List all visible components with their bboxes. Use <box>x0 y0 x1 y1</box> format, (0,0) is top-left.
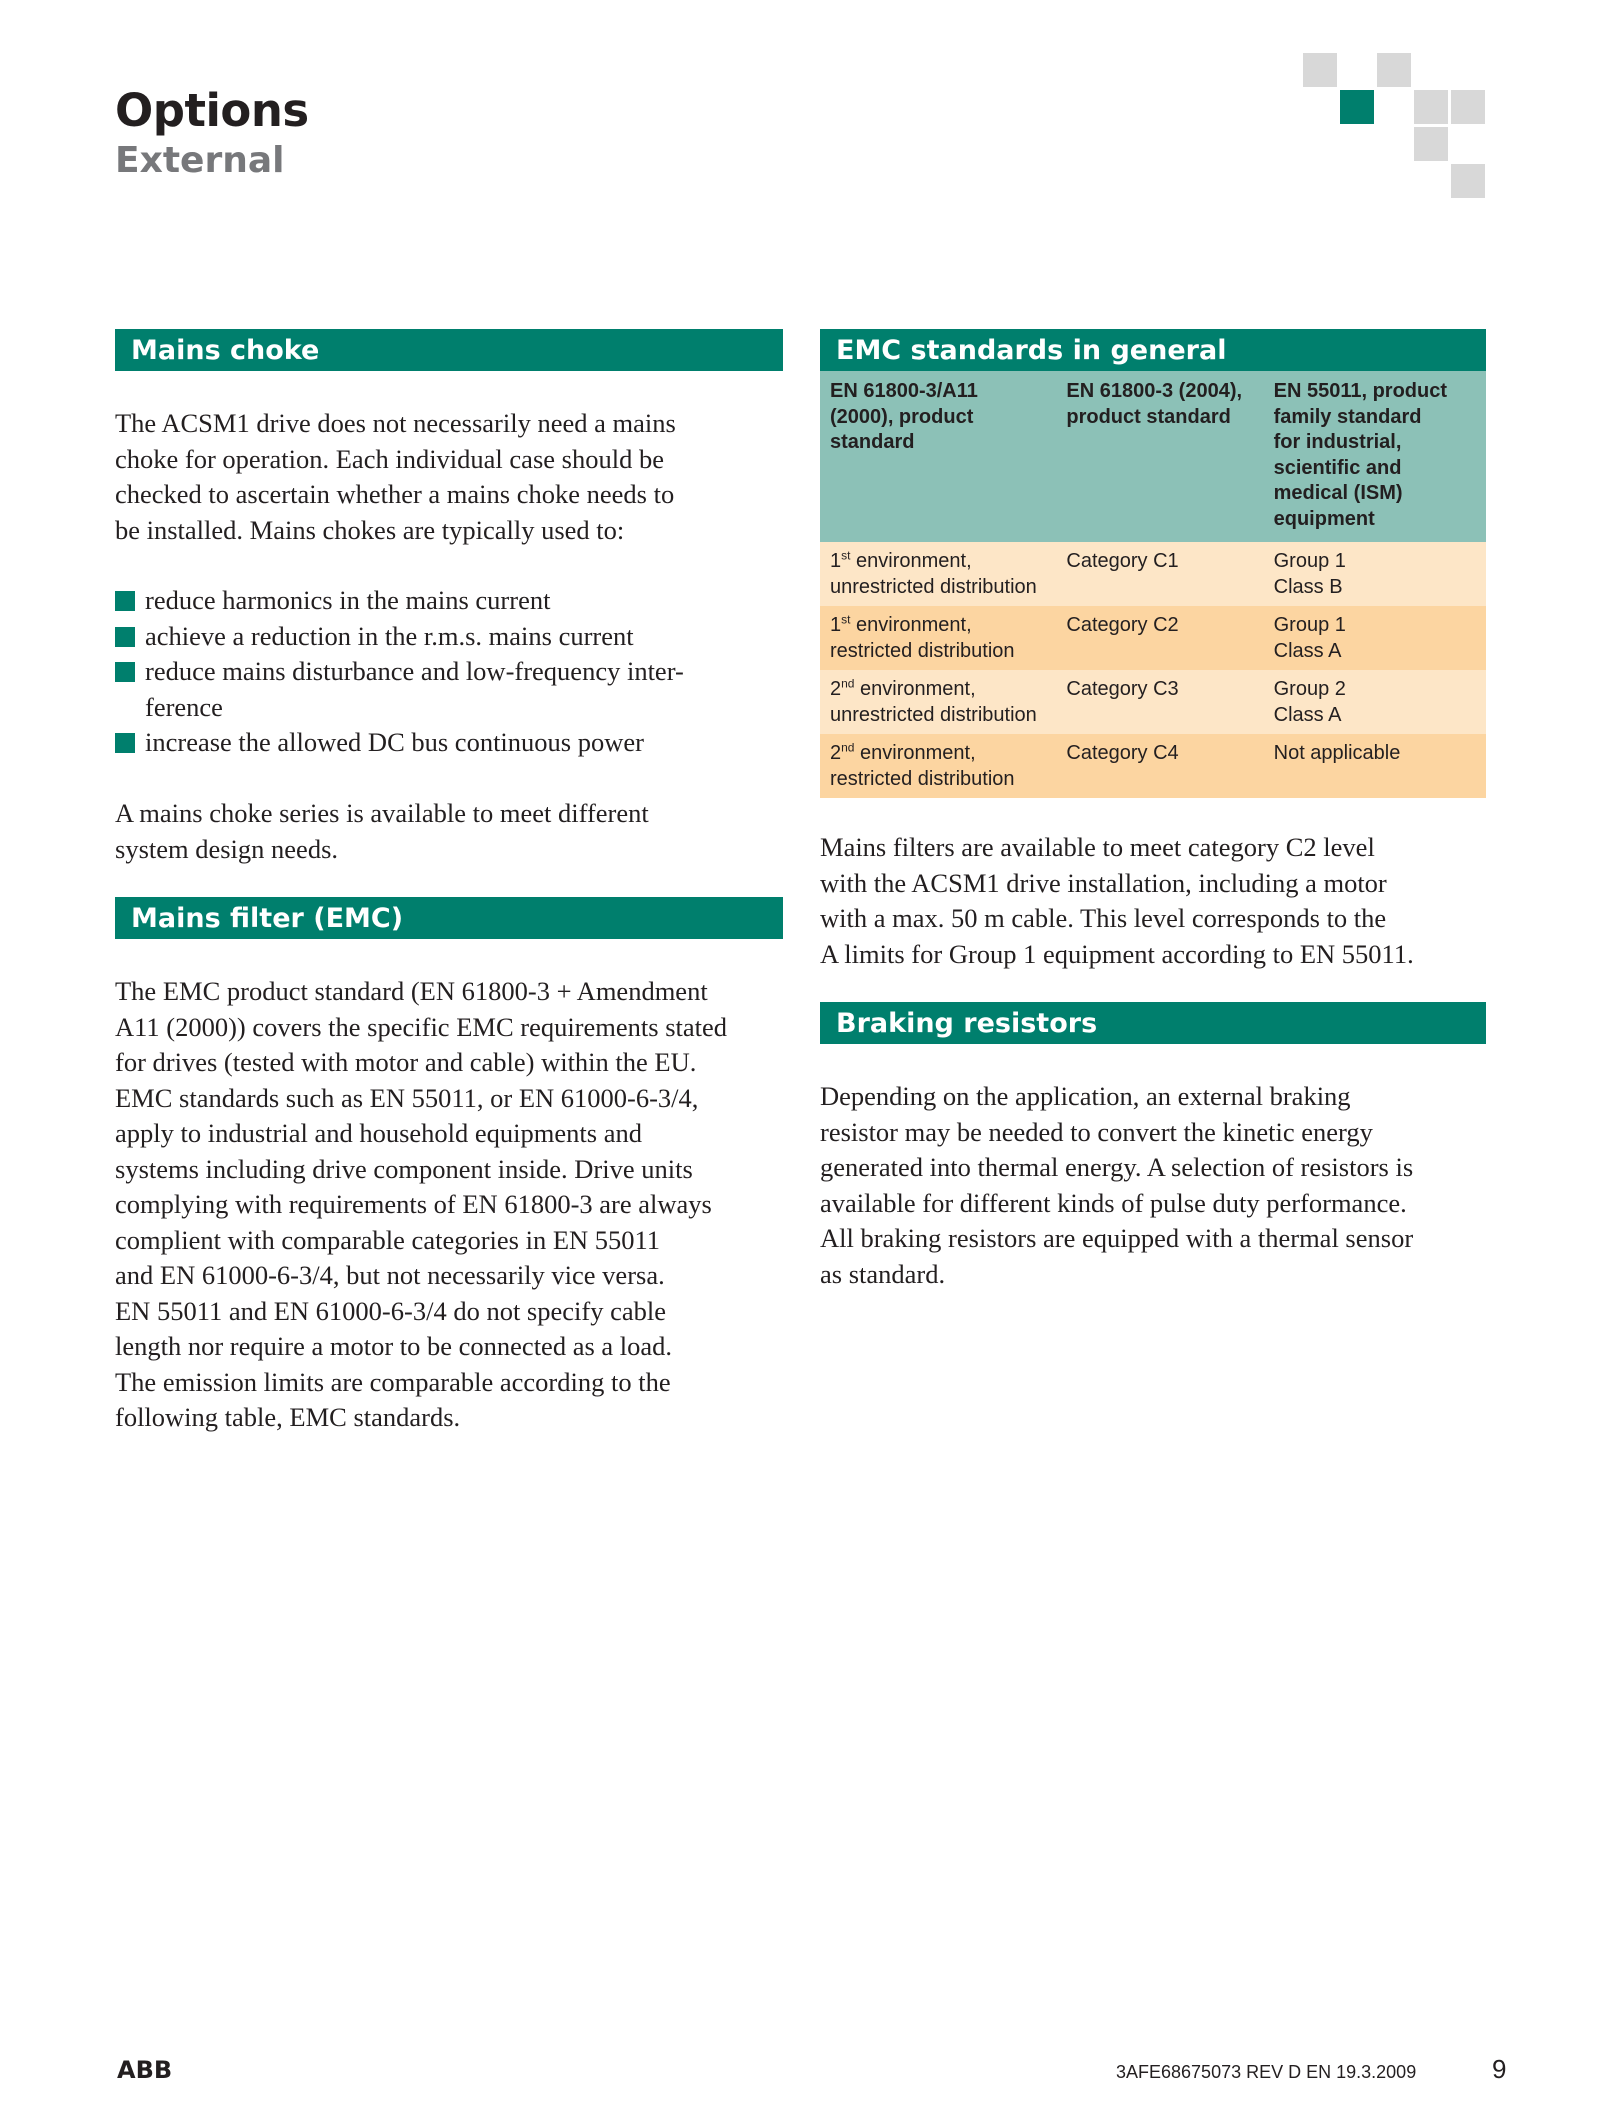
bullet-text: reduce mains disturbance and low-frequency inter- <box>145 656 684 686</box>
text-line: following table, EMC standards. <box>115 1402 461 1432</box>
text-line: All braking resistors are equipped with a thermal sensor <box>820 1223 1414 1253</box>
text-line: The EMC product standard (EN 61800-3 + Amendment <box>115 976 708 1006</box>
environment-cell: 2nd environment, restricted distribution <box>820 734 1056 798</box>
column-header: EN 55011, product family standard for industrial, scientific and medical (ISM) equipment <box>1264 371 1486 542</box>
mains-choke-closing <box>115 796 795 867</box>
mains-filter-heading: Mains filter (EMC) <box>115 897 783 939</box>
environment-cell: 1st environment, unrestricted distribution <box>820 542 1056 606</box>
column-header: EN 61800-3 (2004), product standard <box>1056 371 1263 542</box>
column-header: EN 61800-3/A11 (2000), product standard <box>820 371 1056 542</box>
table-row <box>820 606 1486 670</box>
text-line: Depending on the application, an external braking <box>820 1081 1351 1111</box>
category-cell: Category C1 <box>1056 542 1263 606</box>
environment-cell: 1st environment, restricted distribution <box>820 606 1056 670</box>
bullet-square-icon <box>115 733 135 753</box>
abb-logo: ABB <box>117 2056 173 2084</box>
table-row <box>820 670 1486 734</box>
text-line: and EN 61000-6-3/4, but not necessarily vice versa. <box>115 1260 665 1290</box>
pattern-square <box>1414 127 1448 161</box>
pattern-square-accent <box>1340 90 1374 124</box>
text-line: resistor may be needed to convert the kinetic energy <box>820 1116 1373 1147</box>
emc-note <box>820 830 1510 972</box>
text-line: complying with requirements of EN 61800-3 are always <box>115 1189 712 1219</box>
braking-resistors-heading: Braking resistors <box>820 1002 1486 1044</box>
text-line: choke for operation. Each individual case should be <box>115 443 664 474</box>
text-line: EMC standards such as EN 55011, or EN 61000-6-3/4, <box>115 1082 699 1113</box>
text-line: system design needs. <box>115 833 339 864</box>
text-line: with a max. 50 m cable. This level corresponds to the <box>820 903 1387 933</box>
emc-standards-table <box>820 371 1486 798</box>
bullet-text: achieve a reduction in the r.m.s. mains current <box>145 620 634 651</box>
text-line: A11 (2000)) covers the specific EMC requirements stated <box>115 1011 728 1042</box>
bullet-item <box>115 725 795 761</box>
table-header-row <box>820 371 1486 542</box>
text-line: EN 55011 and EN 61000-6-3/4 do not specify cable <box>115 1295 666 1326</box>
text-line: The emission limits are comparable according to the <box>115 1366 671 1397</box>
bullet-square-icon <box>115 627 135 647</box>
mains-filter-text <box>115 974 805 1436</box>
bullet-item <box>115 583 795 619</box>
bullet-text-continuation: ference <box>145 691 223 722</box>
group-cell: Group 1 Class A <box>1264 606 1486 670</box>
category-cell: Category C4 <box>1056 734 1263 798</box>
pattern-square <box>1451 90 1485 124</box>
braking-resistors-text <box>820 1079 1510 1292</box>
category-cell: Category C2 <box>1056 606 1263 670</box>
table-row <box>820 542 1486 606</box>
environment-cell: 2nd environment, unrestricted distribution <box>820 670 1056 734</box>
bullet-text: reduce harmonics in the mains current <box>145 585 551 615</box>
text-line: checked to ascertain whether a mains choke needs to <box>115 479 675 509</box>
group-cell: Not applicable <box>1264 734 1486 798</box>
bullet-item <box>115 619 795 655</box>
pattern-square <box>1414 90 1448 124</box>
page-number: 9 <box>1492 2054 1507 2084</box>
bullet-text: increase the allowed DC bus continuous power <box>145 727 644 757</box>
group-cell: Group 2 Class A <box>1264 670 1486 734</box>
pattern-square <box>1377 53 1411 87</box>
group-cell: Group 1 Class B <box>1264 542 1486 606</box>
text-line: be installed. Mains chokes are typically used to: <box>115 514 625 545</box>
pattern-square <box>1451 164 1485 198</box>
text-line: The ACSM1 drive does not necessarily need a mains <box>115 408 676 438</box>
text-line: as standard. <box>820 1258 946 1289</box>
text-line: Mains filters are available to meet category C2 level <box>820 832 1375 862</box>
text-line: A mains choke series is available to meet different <box>115 798 649 828</box>
document-reference: 3AFE68675073 REV D EN 19.3.2009 <box>1116 2062 1417 2082</box>
page-title: Options <box>115 84 309 137</box>
text-line: length nor require a motor to be connected as a load. <box>115 1331 673 1361</box>
text-line: for drives (tested with motor and cable) within the EU. <box>115 1047 697 1077</box>
text-line: complient with comparable categories in EN 55011 <box>115 1224 661 1255</box>
mains-choke-intro <box>115 406 795 548</box>
emc-standards-heading: EMC standards in general <box>820 329 1486 371</box>
mains-choke-heading: Mains choke <box>115 329 783 371</box>
text-line: available for different kinds of pulse duty performance. <box>820 1187 1407 1218</box>
bullet-item <box>115 654 795 725</box>
bullet-square-icon <box>115 591 135 611</box>
bullet-square-icon <box>115 662 135 682</box>
table-row <box>820 734 1486 798</box>
category-cell: Category C3 <box>1056 670 1263 734</box>
text-line: A limits for Group 1 equipment according to EN 55011. <box>820 938 1414 969</box>
mains-choke-bullet-list <box>115 583 795 761</box>
text-line: generated into thermal energy. A selection of resistors is <box>820 1152 1414 1182</box>
pattern-square <box>1303 53 1337 87</box>
text-line: apply to industrial and household equipments and <box>115 1118 642 1148</box>
text-line: with the ACSM1 drive installation, including a motor <box>820 867 1387 898</box>
page-subtitle: External <box>115 140 285 181</box>
text-line: systems including drive component inside. Drive units <box>115 1153 693 1184</box>
